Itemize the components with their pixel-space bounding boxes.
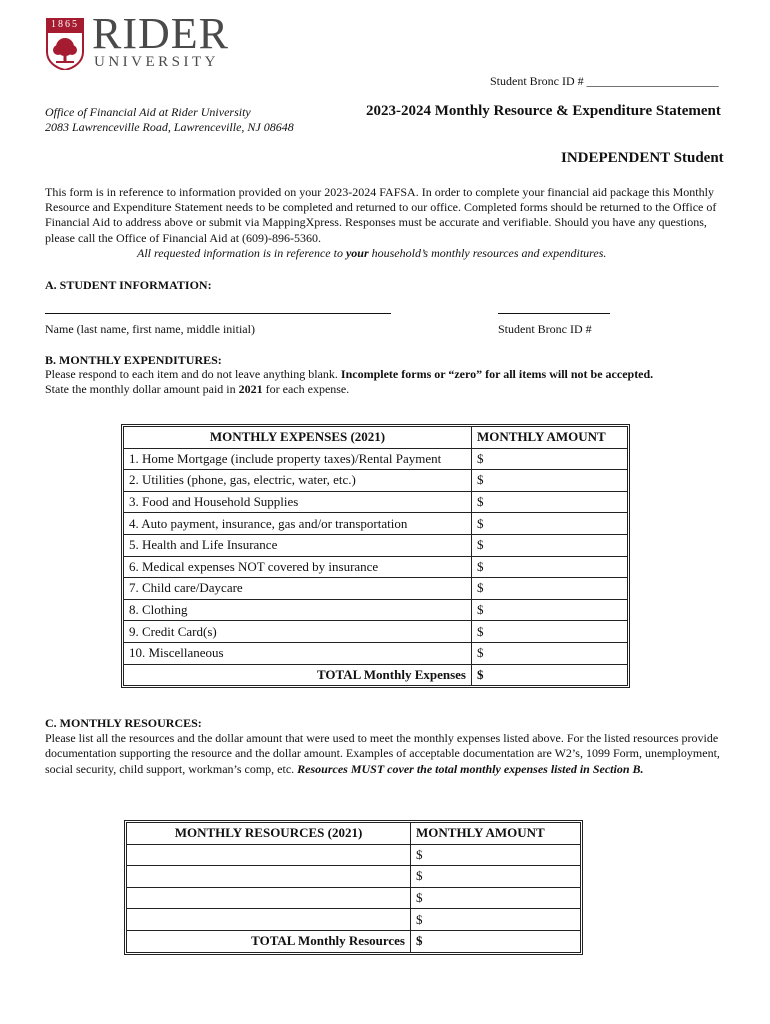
expenses-row [124, 491, 628, 513]
student-type-heading: INDEPENDENT Student [561, 150, 724, 166]
expenses-col-amount: MONTHLY AMOUNT [472, 427, 628, 449]
expenses-item-cell: 9. Credit Card(s) [124, 621, 472, 643]
resources-row [127, 866, 581, 888]
expenses-amount-cell[interactable]: $ [472, 642, 628, 664]
expenses-row [124, 599, 628, 621]
resources-row [127, 887, 581, 909]
expenses-amount-cell[interactable]: $ [472, 491, 628, 513]
name-label: Name (last name, first name, middle initial) [45, 322, 255, 336]
expenses-item-cell: 1. Home Mortgage (include property taxes)/Rental Payment [124, 448, 472, 470]
expenses-row [124, 448, 628, 470]
office-address [45, 105, 294, 135]
instruction-1-warning: Incomplete forms or “zero” for all items will not be accepted. [340, 367, 654, 381]
resources-total-amount[interactable]: $ [411, 930, 581, 952]
office-street: 2083 Lawrenceville Road, Lawrenceville, NJ 08648 [45, 120, 294, 134]
expenses-row [124, 513, 628, 535]
instruction-1-text: Please respond to each item and do not leave anything blank. [45, 367, 341, 381]
intro-note-pre: All requested information is in reference to [137, 245, 346, 260]
expenses-row [124, 556, 628, 578]
resources-amount-cell[interactable]: $ [411, 866, 581, 888]
instruction-line-1 [45, 367, 653, 382]
name-input-line[interactable] [45, 313, 391, 314]
resources-amount-cell[interactable]: $ [411, 887, 581, 909]
expenses-item-cell: 7. Child care/Daycare [124, 578, 472, 600]
section-b-heading: B. MONTHLY EXPENDITURES: [45, 353, 222, 367]
expenses-total-row [124, 664, 628, 686]
section-b-instructions [45, 367, 653, 397]
student-bronc-id-field[interactable]: Student Bronc ID # ______________________ [490, 74, 719, 88]
expenses-header-row [124, 427, 628, 449]
expenses-row [124, 470, 628, 492]
expenses-amount-cell[interactable]: $ [472, 448, 628, 470]
expenses-total-amount[interactable]: $ [472, 664, 628, 686]
section-c-heading: C. MONTHLY RESOURCES: [45, 716, 202, 730]
resources-item-cell[interactable] [127, 909, 411, 931]
expenses-amount-cell[interactable]: $ [472, 470, 628, 492]
expenses-table [123, 426, 628, 686]
bronc-id-label: Student Bronc ID # [498, 322, 592, 336]
expenses-item-cell: 3. Food and Household Supplies [124, 491, 472, 513]
expenses-amount-cell[interactable]: $ [472, 621, 628, 643]
intro-note-post: household’s monthly resources and expenditures. [368, 245, 607, 260]
section-c-instructions [45, 731, 725, 777]
logo-wordmark: RIDER [92, 9, 229, 58]
logo-year-badge: 1865 [46, 18, 84, 32]
expenses-item-cell: 10. Miscellaneous [124, 642, 472, 664]
resources-row [127, 844, 581, 866]
expenses-amount-cell[interactable]: $ [472, 599, 628, 621]
expenses-row [124, 621, 628, 643]
expenses-item-cell: 2. Utilities (phone, gas, electric, water, etc.) [124, 470, 472, 492]
instruction-line-2 [45, 382, 653, 397]
intro-paragraph [45, 185, 725, 261]
instruction-2-pre: State the monthly dollar amount paid in [45, 382, 239, 396]
expenses-amount-cell[interactable]: $ [472, 578, 628, 600]
office-name: Office of Financial Aid at Rider University [45, 105, 251, 119]
instruction-2-post: for each expense. [262, 382, 350, 396]
resources-row [127, 909, 581, 931]
expenses-item-cell: 5. Health and Life Insurance [124, 534, 472, 556]
resources-col-amount: MONTHLY AMOUNT [411, 823, 581, 845]
expenses-amount-cell[interactable]: $ [472, 556, 628, 578]
section-a-heading: A. STUDENT INFORMATION: [45, 278, 212, 292]
logo-subtitle: UNIVERSITY [94, 54, 219, 70]
resources-col-item: MONTHLY RESOURCES (2021) [127, 823, 411, 845]
expenses-total-label: TOTAL Monthly Expenses [124, 664, 472, 686]
resources-total-row [127, 930, 581, 952]
resources-amount-cell[interactable]: $ [411, 909, 581, 931]
expenses-col-item: MONTHLY EXPENSES (2021) [124, 427, 472, 449]
expenses-amount-cell[interactable]: $ [472, 534, 628, 556]
resources-total-label: TOTAL Monthly Resources [127, 930, 411, 952]
expenses-row [124, 642, 628, 664]
resources-table [126, 822, 581, 953]
resources-item-cell[interactable] [127, 887, 411, 909]
expenses-row [124, 578, 628, 600]
expenses-item-cell: 6. Medical expenses NOT covered by insurance [124, 556, 472, 578]
resources-item-cell[interactable] [127, 866, 411, 888]
intro-note-emphasis: your [345, 245, 369, 260]
resources-item-cell[interactable] [127, 844, 411, 866]
section-c-emphasis: Resources MUST cover the total monthly expenses listed in Section B. [297, 761, 644, 776]
expenses-item-cell: 8. Clothing [124, 599, 472, 621]
bronc-id-input-line[interactable] [498, 313, 610, 314]
form-title: 2023-2024 Monthly Resource & Expenditure Statement [366, 103, 721, 119]
expenses-row [124, 534, 628, 556]
intro-note [45, 246, 725, 261]
instruction-2-year: 2021 [238, 382, 263, 396]
resources-header-row [127, 823, 581, 845]
resources-amount-cell[interactable]: $ [411, 844, 581, 866]
expenses-amount-cell[interactable]: $ [472, 513, 628, 535]
tree-shield-icon [46, 32, 84, 70]
intro-text: This form is in reference to information provided on your 2023-2024 FAFSA. In order to complete your financial aid package this Monthly Resource and Expenditure Statement needs to be completed and returned to our office. Completed forms should be returned to the Office of Financial Aid to address above or submit via MappingXpress. Responses must be accurate and verifiable. Should you have any questions, please call the Office of Financial Aid at (609)-896-5360. [45, 185, 717, 245]
expenses-item-cell: 4. Auto payment, insurance, gas and/or transportation [124, 513, 472, 535]
section-c-text: Please list all the resources and the dollar amount that were used to meet the monthly expenses listed above. For the listed resources provide documentation supporting the resource and the dollar amount. Examples of acceptable documentation are W2’s, 1099 Form, unemployment, social security, child support, workman’s comp, etc. [45, 731, 720, 776]
